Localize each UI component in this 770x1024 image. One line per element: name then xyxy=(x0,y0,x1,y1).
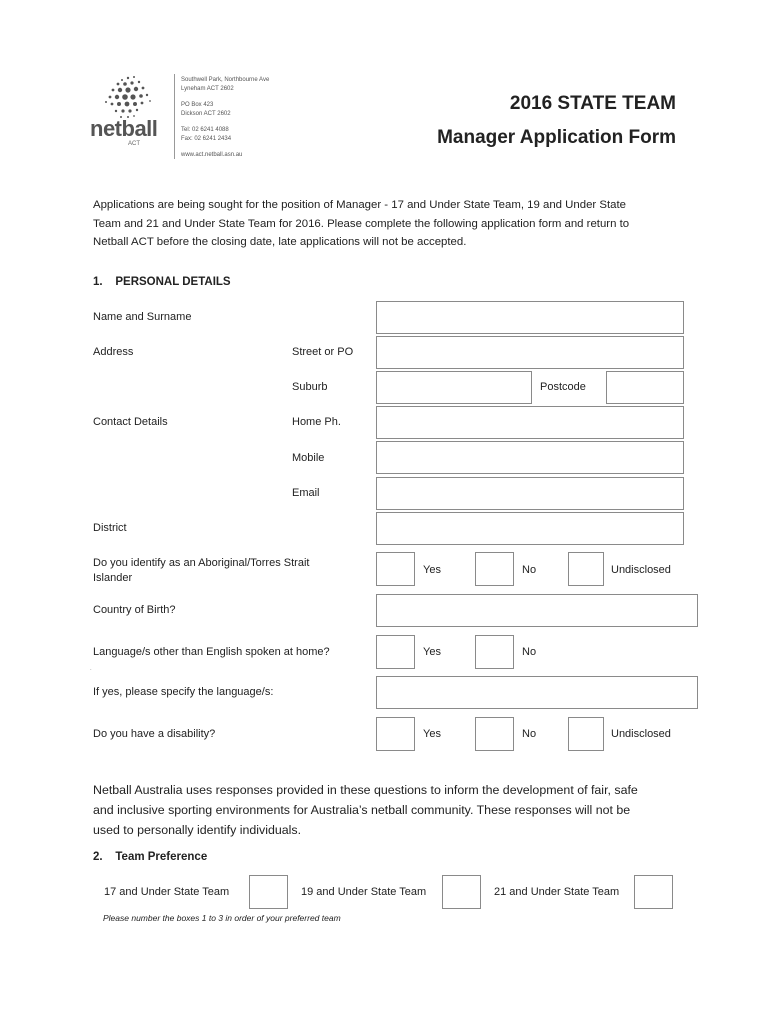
aboriginal-no-checkbox[interactable] xyxy=(475,552,514,586)
fax: Fax: 02 6241 2434 xyxy=(181,135,232,142)
language-yes-checkbox[interactable] xyxy=(376,635,415,669)
team-17-box[interactable] xyxy=(249,875,288,909)
suburb-label: Suburb xyxy=(292,381,328,393)
address-line1: Southwell Park, Northbourne Ave xyxy=(181,77,270,83)
language-specify-field[interactable] xyxy=(376,676,698,709)
address-line2: Lyneham ACT 2602 xyxy=(181,85,234,92)
disability-yes-checkbox[interactable] xyxy=(376,717,415,751)
aboriginal-question: Do you identify as an Aboriginal/Torres Strait Islander xyxy=(93,557,310,584)
team-21-box[interactable] xyxy=(634,875,673,909)
logo-text: netball xyxy=(90,116,158,141)
contact-label: Contact Details xyxy=(93,416,168,428)
email-label: Email xyxy=(292,487,320,499)
aboriginal-undisclosed-label: Undisclosed xyxy=(611,564,671,576)
intro-line1: Applications are being sought for the position of Manager - 17 and Under State Team, 19 and Under State xyxy=(93,199,626,211)
mobile-label: Mobile xyxy=(292,452,325,464)
country-field[interactable] xyxy=(376,594,698,627)
note-line3: used to personally identify individuals. xyxy=(93,823,302,837)
team-19-box[interactable] xyxy=(442,875,481,909)
disability-undisclosed-checkbox[interactable] xyxy=(568,717,604,751)
language-question: Language/s other than English spoken at home? xyxy=(93,646,330,658)
street-field[interactable] xyxy=(376,336,684,369)
aboriginal-yes-label: Yes xyxy=(423,564,441,576)
disability-question: Do you have a disability? xyxy=(93,728,216,740)
postcode-label: Postcode xyxy=(540,381,586,393)
disability-yes-label: Yes xyxy=(423,728,441,740)
address-label: Address xyxy=(93,346,134,358)
po-line1: PO Box 423 xyxy=(181,102,214,108)
title-line2: Manager Application Form xyxy=(437,127,676,148)
home-phone-field[interactable] xyxy=(376,406,684,439)
website: www.act.netball.asn.au xyxy=(181,152,243,158)
stray-dot: . xyxy=(90,666,92,672)
language-specify-label: If yes, please specify the language/s: xyxy=(93,686,274,698)
district-label: District xyxy=(93,522,127,534)
disability-no-checkbox[interactable] xyxy=(475,717,514,751)
title-line1: 2016 STATE TEAM xyxy=(509,93,676,114)
aboriginal-undisclosed-checkbox[interactable] xyxy=(568,552,604,586)
name-label: Name and Surname xyxy=(93,311,192,323)
intro-line2: Team and 21 and Under State Team for 2016. Please complete the following application form and return to xyxy=(93,217,630,230)
logo-sub: ACT xyxy=(128,141,140,147)
aboriginal-no-label: No xyxy=(522,564,537,576)
street-label: Street or PO xyxy=(292,346,354,358)
tel: Tel: 02 6241 4088 xyxy=(181,127,229,133)
team-instruction: Please number the boxes 1 to 3 in order of your preferred team xyxy=(103,913,341,923)
team-21-label: 21 and Under State Team xyxy=(494,886,620,898)
netball-logo xyxy=(90,72,172,152)
privacy-note xyxy=(93,780,713,840)
home-label: Home Ph. xyxy=(292,416,341,428)
logo-dots-icon xyxy=(90,72,172,122)
logo-divider xyxy=(174,74,175,159)
note-line1: Netball Australia uses responses provided in these questions to inform the development of fair, safe xyxy=(93,783,638,797)
note-line2: and inclusive sporting environments for Australia’s netball community. These responses will not be xyxy=(93,803,631,817)
mobile-field[interactable] xyxy=(376,441,684,474)
team-19-label: 19 and Under State Team xyxy=(301,886,427,898)
intro-line3: Netball ACT before the closing date, late applications will not be accepted. xyxy=(93,236,467,248)
intro-text xyxy=(93,196,693,252)
team-heading: 2. Team Preference xyxy=(93,851,208,863)
disability-no-label: No xyxy=(522,728,537,740)
personal-heading: 1. PERSONAL DETAILS xyxy=(93,276,231,288)
aboriginal-yes-checkbox[interactable] xyxy=(376,552,415,586)
email-field[interactable] xyxy=(376,477,684,510)
postcode-field[interactable] xyxy=(606,371,684,404)
disability-undisclosed-label: Undisclosed xyxy=(611,728,671,740)
team-17-label: 17 and Under State Team xyxy=(104,886,230,898)
country-label: Country of Birth? xyxy=(93,604,176,616)
language-yes-label: Yes xyxy=(423,646,441,658)
language-no-checkbox[interactable] xyxy=(475,635,514,669)
language-no-label: No xyxy=(522,646,537,658)
district-field[interactable] xyxy=(376,512,684,545)
suburb-field[interactable] xyxy=(376,371,532,404)
contact-block xyxy=(181,76,269,160)
po-line2: Dickson ACT 2602 xyxy=(181,110,231,117)
name-field[interactable] xyxy=(376,301,684,334)
